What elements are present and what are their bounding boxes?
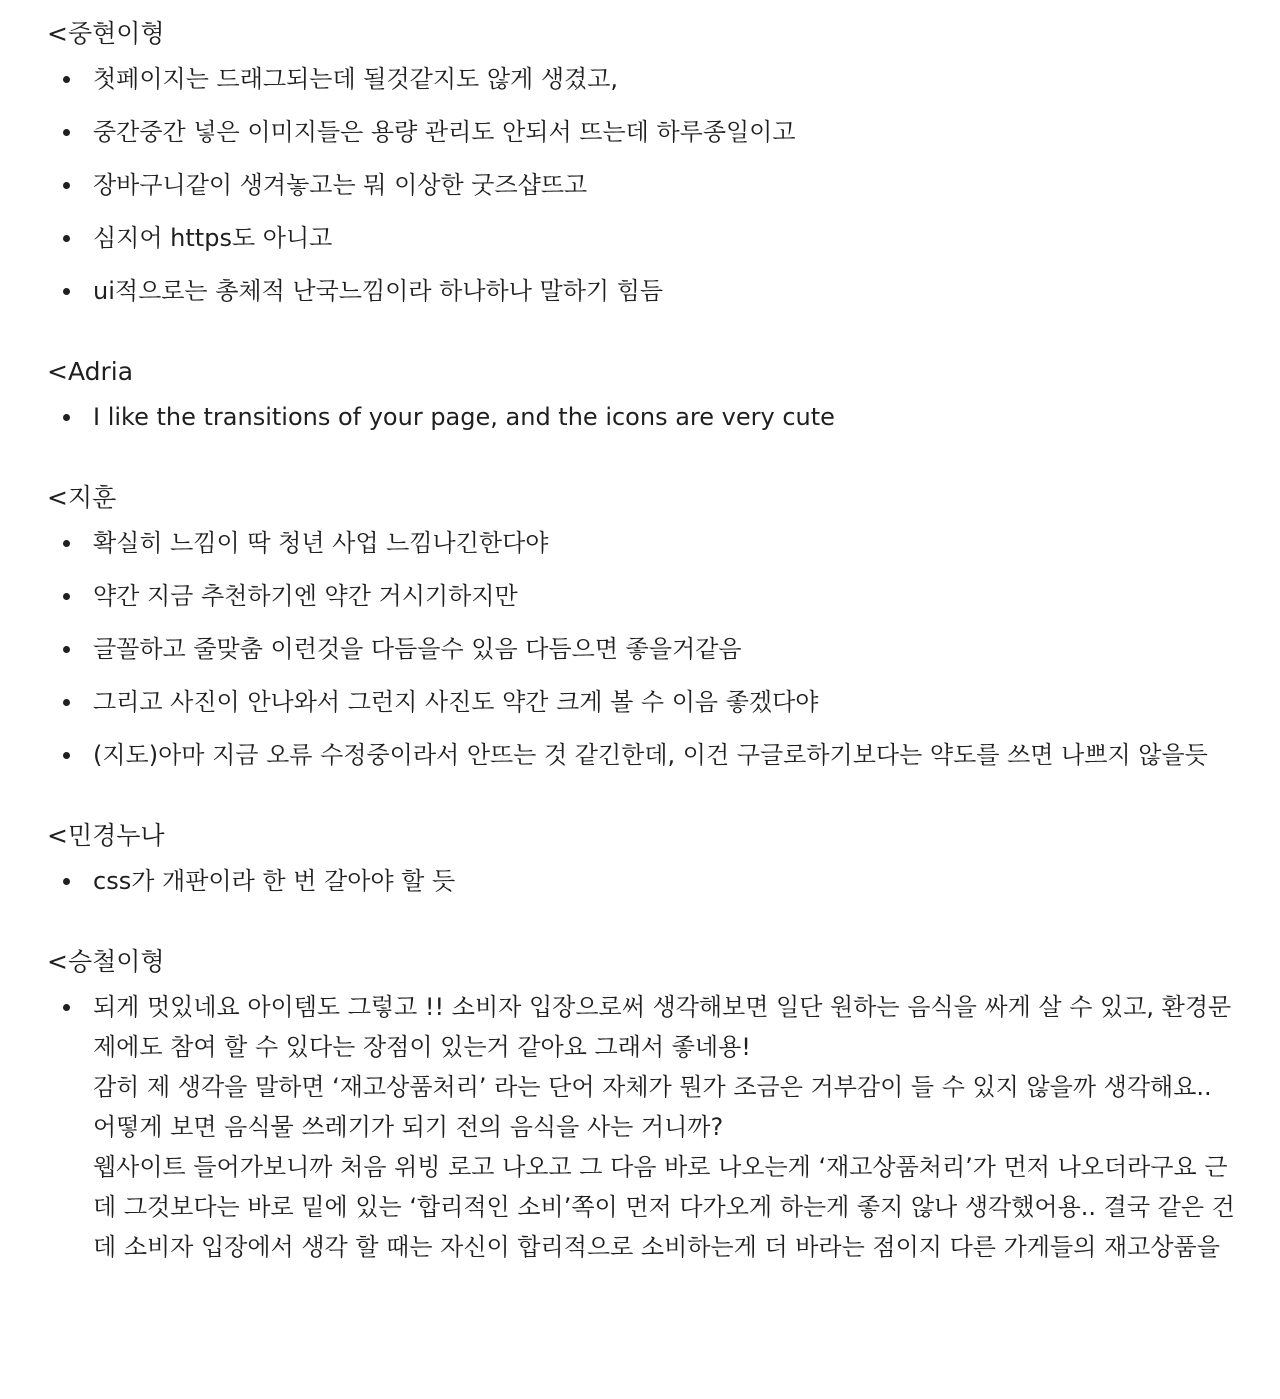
bullet-icon [63,752,70,759]
list-item [47,112,1232,152]
paragraph-line: 제에도 참여 할 수 있다는 장점이 있는거 같아요 그래서 좋네용! [93,1033,751,1061]
bullet-icon [63,129,70,136]
list-item-text: 심지어 https도 아니고 [93,224,333,252]
list-item-text: 장바구니같이 생겨놓고는 뭐 이상한 굿즈샵뜨고 [93,171,588,199]
list-item [47,576,1232,616]
bullet-icon [63,593,70,600]
list-item-text: 약간 지금 추천하기엔 약간 거시기하지만 [93,582,518,610]
list-item [47,271,1232,311]
list-item-text: 첫페이지는 드래그되는데 될것같지도 않게 생겼고, [93,65,619,93]
bullet-icon [63,288,70,295]
paragraph-line: 어떻게 보면 음식물 쓰레기가 되기 전의 음식을 사는 거니까? [93,1113,724,1141]
paragraph-line: 웹사이트 들어가보니까 처음 위빙 로고 나오고 그 다음 바로 나오는게 ‘재고상품처리’가 먼저 나오더라구요 근 [93,1153,1228,1181]
bullet-icon [63,414,70,421]
list-item [47,861,1232,901]
section-heading: <승철이형 [47,947,165,976]
bullet-icon [63,182,70,189]
paragraph-line: 데 그것보다는 바로 밑에 있는 ‘합리적인 소비’쪽이 먼저 다가오게 하는게 좋지 않나 생각했어용.. 결국 같은 건 [93,1193,1235,1221]
bullet-icon [63,699,70,706]
list-item [47,682,1232,722]
list-item-text: css가 개판이라 한 번 갈아야 할 듯 [93,867,456,895]
bullet-icon [63,646,70,653]
list-item-text: 그리고 사진이 안나와서 그런지 사진도 약간 크게 볼 수 이음 좋겠다야 [93,688,819,716]
bullet-list [47,59,1232,311]
feedback-section-adria [47,352,1232,437]
list-item-text: (지도)아마 지금 오류 수정중이라서 안뜨는 것 같긴한데, 이건 구글로하기보다는 약도를 쓰면 나쁘지 않을듯 [93,741,1208,769]
list-item [47,397,1232,437]
bullet-icon [63,76,70,83]
list-item [47,523,1232,563]
bullet-icon [63,540,70,547]
list-item-text: I like the transitions of your page, and the icons are very cute [93,403,835,431]
bullet-icon [63,878,70,885]
feedback-section-minkyung [47,816,1232,901]
feedback-section-junghyun [47,14,1232,311]
bullet-icon [63,235,70,242]
section-heading: <민경누나 [47,821,165,850]
list-item-text: ui적으로는 총체적 난국느낌이라 하나하나 말하기 힘듬 [93,277,664,305]
section-heading: <Adria [47,357,134,386]
feedback-section-jihoon [47,478,1232,775]
section-heading: <지훈 [47,483,117,512]
feedback-document [47,14,1235,1267]
list-item-text: 글꼴하고 줄맞춤 이런것을 다듬을수 있음 다듬으면 좋을거같음 [93,635,742,663]
paragraph-line: 데 소비자 입장에서 생각 할 때는 자신이 합리적으로 소비하는게 더 바라는 점이지 다른 가게들의 재고상품을 [93,1233,1220,1261]
paragraph-line: 감히 제 생각을 말하면 ‘재고상품처리’ 라는 단어 자체가 뭔가 조금은 거부감이 들 수 있지 않을까 생각해요.. [93,1073,1212,1101]
list-item [47,165,1232,205]
list-item [47,987,1235,1267]
bullet-list [47,523,1232,775]
paragraph-line: 되게 멋있네요 아이템도 그렇고 !! 소비자 입장으로써 생각해보면 일단 원하는 음식을 싸게 살 수 있고, 환경문 [93,993,1232,1021]
list-item [47,735,1232,775]
list-item-text: 확실히 느낌이 딱 청년 사업 느낌나긴한다야 [93,529,549,557]
bullet-list [47,861,1232,901]
bullet-icon [63,1004,70,1011]
feedback-section-seungcheol [47,942,1235,1267]
list-item [47,629,1232,669]
list-item-text: 중간중간 넣은 이미지들은 용량 관리도 안되서 뜨는데 하루종일이고 [93,118,796,146]
list-item [47,59,1232,99]
list-item-paragraph [93,987,1235,1267]
bullet-list [47,987,1235,1267]
section-heading: <중현이형 [47,19,165,48]
bullet-list [47,397,1232,437]
list-item [47,218,1232,258]
